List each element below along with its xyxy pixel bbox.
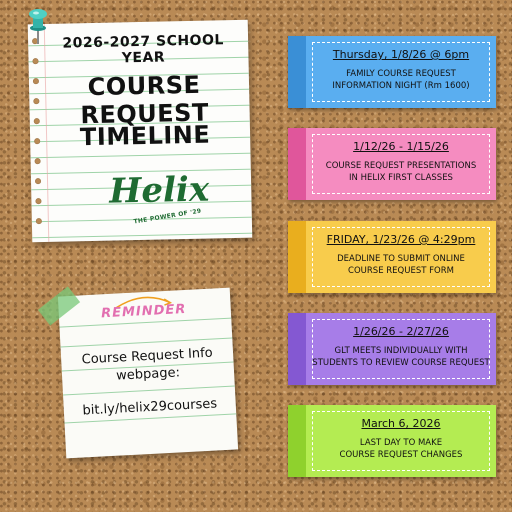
title-line-1: COURSE REQUEST	[80, 70, 210, 130]
card-desc-line-2: IN HELIX FIRST CLASSES	[349, 173, 453, 183]
title-line-2: TIMELINE	[79, 120, 211, 152]
timeline-card-presentations	[288, 128, 496, 200]
card-body	[306, 313, 496, 385]
timeline-card-deadline	[288, 221, 496, 293]
info-webpage-label	[69, 344, 227, 388]
school-year-heading: 2026-2027 SCHOOL YEAR	[62, 32, 224, 67]
card-edge	[288, 313, 306, 385]
info-line-1: Course Request Info	[81, 345, 213, 368]
timeline-card-glt-meetings	[288, 313, 496, 385]
card-edge	[288, 405, 306, 477]
card-desc-line-1: DEADLINE TO SUBMIT ONLINE	[337, 254, 465, 264]
timeline-card-family-night	[288, 36, 496, 108]
card-desc-line-1: LAST DAY TO MAKE	[359, 438, 443, 448]
card-desc-line-2: INFORMATION NIGHT (Rm 1600)	[332, 81, 470, 91]
card-edge	[288, 36, 306, 108]
helix-logo	[108, 169, 210, 239]
card-date: March 6, 2026	[361, 417, 441, 430]
card-body	[306, 405, 496, 477]
card-desc-line-1: COURSE REQUEST PRESENTATIONS	[325, 161, 477, 171]
card-body	[306, 128, 496, 200]
card-edge	[288, 221, 306, 293]
card-date: 1/26/26 - 2/27/26	[353, 325, 449, 338]
card-description	[310, 160, 492, 184]
info-line-2: webpage:	[115, 365, 181, 384]
push-pin-icon	[22, 6, 52, 46]
course-info-link[interactable]: bit.ly/helix29courses	[82, 396, 218, 419]
card-desc-line-1: GLT MEETS INDIVIDUALLY WITH	[334, 346, 468, 356]
card-body	[306, 221, 496, 293]
logo-wordmark: Helix	[108, 169, 210, 212]
card-description	[310, 437, 492, 461]
timeline-title-sheet	[28, 20, 253, 243]
card-edge	[288, 128, 306, 200]
card-body	[306, 36, 496, 108]
card-date: Thursday, 1/8/26 @ 6pm	[332, 48, 470, 61]
reminder-note	[58, 288, 238, 459]
card-date: 1/12/26 - 1/15/26	[353, 140, 449, 153]
card-desc-line-1: FAMILY COURSE REQUEST	[346, 69, 456, 79]
card-date: FRIDAY, 1/23/26 @ 4:29pm	[326, 233, 476, 246]
card-desc-line-2: COURSE REQUEST FORM	[348, 266, 454, 276]
card-description	[310, 253, 492, 277]
card-description	[310, 345, 492, 369]
card-desc-line-2: COURSE REQUEST CHANGES	[339, 450, 463, 460]
card-desc-line-2: STUDENTS TO REVIEW COURSE REQUEST	[312, 358, 490, 368]
logo-tagline: THE POWER OF '29	[133, 207, 202, 226]
timeline-card-last-day	[288, 405, 496, 477]
reminder-label: REMINDER	[100, 301, 187, 322]
card-description	[310, 68, 492, 92]
